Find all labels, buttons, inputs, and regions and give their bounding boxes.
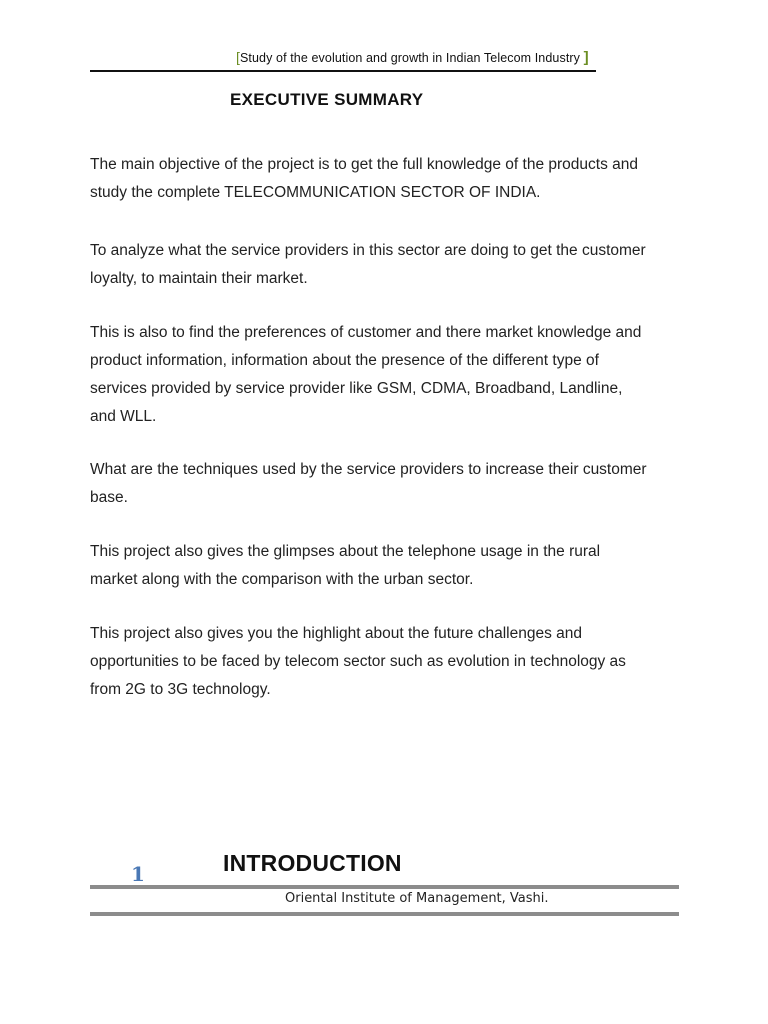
header-bracket-close: ] — [583, 49, 589, 66]
paragraph-line: What are the techniques used by the service providers to increase their customer — [90, 461, 647, 478]
section-title: EXECUTIVE SUMMARY — [230, 90, 424, 109]
paragraph-line: This is also to find the preferences of customer and there market knowledge and — [90, 324, 642, 341]
footer-institute: Oriental Institute of Management, Vashi. — [285, 891, 549, 906]
footer-rule-bottom — [90, 912, 679, 916]
paragraph-line: This project also gives the glimpses about the telephone usage in the rural — [90, 543, 601, 560]
page-number: 1 — [131, 862, 145, 886]
paragraph-techniques — [90, 456, 690, 512]
header-text: Study of the evolution and growth in Indian Telecom Industry — [240, 51, 581, 65]
paragraph-line: study the complete TELECOMMUNICATION SECTOR OF INDIA. — [90, 184, 541, 201]
paragraph-challenges — [90, 620, 690, 704]
paragraph-line: product information, information about the presence of the different type of — [90, 352, 599, 369]
footer-rule-top — [90, 885, 679, 889]
paragraph-analyze — [90, 237, 690, 293]
paragraph-line: To analyze what the service providers in this sector are doing to get the customer — [90, 242, 646, 259]
paragraph-rural — [90, 538, 690, 594]
paragraph-preferences — [90, 319, 690, 431]
paragraph-line: The main objective of the project is to get the full knowledge of the products and — [90, 156, 638, 173]
introduction-heading: INTRODUCTION — [223, 850, 402, 876]
paragraph-line: loyalty, to maintain their market. — [90, 270, 308, 287]
paragraph-line: opportunities to be faced by telecom sector such as evolution in technology as — [90, 653, 626, 670]
running-header — [236, 49, 589, 66]
paragraph-line: This project also gives you the highlight about the future challenges and — [90, 625, 583, 642]
header-rule — [90, 70, 596, 72]
paragraph-line: base. — [90, 489, 128, 506]
paragraph-objective — [90, 151, 690, 207]
header-bracket-open: [ — [236, 49, 240, 65]
paragraph-line: and WLL. — [90, 408, 157, 425]
paragraph-line: market along with the comparison with the urban sector. — [90, 571, 474, 588]
paragraph-line: from 2G to 3G technology. — [90, 681, 271, 698]
paragraph-line: services provided by service provider like GSM, CDMA, Broadband, Landline, — [90, 380, 623, 397]
